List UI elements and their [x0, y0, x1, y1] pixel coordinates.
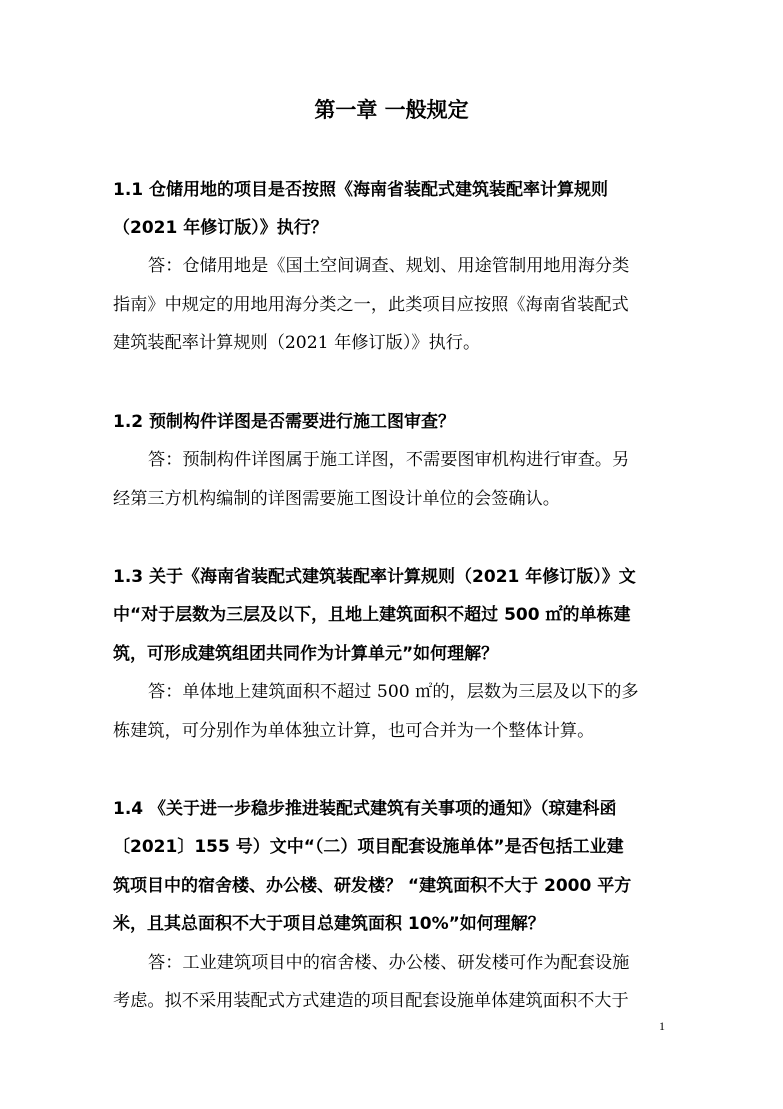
chapter-title: 第一章 一般规定 — [314, 98, 469, 122]
question-1-4-line-2: 〔2021〕155 号）文中“（二）项目配套设施单体”是否包括工业建 — [113, 837, 624, 857]
answer-1-1-line-3: 建筑装配率计算规则（2021 年修订版）》执行。 — [113, 333, 481, 353]
question-1-4-line-1: 1.4 《关于进一步稳步推进装配式建筑有关事项的通知》（琼建科函 — [113, 799, 617, 819]
answer-1-2-line-1: 答：预制构件详图属于施工详图，不需要图审机构进行审查。另 — [148, 450, 630, 470]
question-1-1-line-2: （2021 年修订版）》执行？ — [113, 218, 328, 238]
answer-1-4-line-2: 考虑。拟不采用装配式方式建造的项目配套设施单体建筑面积不大于 — [113, 991, 629, 1011]
answer-1-2-line-2: 经第三方机构编制的详图需要施工图设计单位的会签确认。 — [113, 489, 560, 509]
answer-1-3-line-2: 栋建筑，可分别作为单体独立计算，也可合并为一个整体计算。 — [113, 721, 595, 741]
answer-1-3-line-1: 答：单体地上建筑面积不超过 500 ㎡的，层数为三层及以下的多 — [148, 682, 639, 702]
question-1-4-line-4: 米，且其总面积不大于项目总建筑面积 10%”如何理解？ — [113, 914, 545, 934]
question-1-4-line-3: 筑项目中的宿舍楼、办公楼、研发楼？ “建筑面积不大于 2000 平方 — [113, 876, 632, 896]
answer-1-1-line-2: 指南》中规定的用地用海分类之一，此类项目应按照《海南省装配式 — [113, 295, 629, 315]
page-number: 1 — [659, 1019, 665, 1033]
question-1-3-line-3: 筑，可形成建筑组团共同作为计算单元”如何理解？ — [113, 644, 499, 664]
question-1-2-line-1: 1.2 预制构件详图是否需要进行施工图审查？ — [113, 412, 456, 432]
question-1-3-line-1: 1.3 关于《海南省装配式建筑装配率计算规则（2021 年修订版）》文 — [113, 567, 636, 587]
question-1-3-line-2: 中“对于层数为三层及以下，且地上建筑面积不超过 500 ㎡的单栋建 — [113, 605, 631, 625]
answer-1-4-line-1: 答：工业建筑项目中的宿舍楼、办公楼、研发楼可作为配套设施 — [148, 953, 630, 973]
answer-1-1-line-1: 答：仓储用地是《国土空间调查、规划、用途管制用地用海分类 — [148, 256, 630, 276]
question-1-1-line-1: 1.1 仓储用地的项目是否按照《海南省装配式建筑装配率计算规则 — [113, 180, 609, 200]
